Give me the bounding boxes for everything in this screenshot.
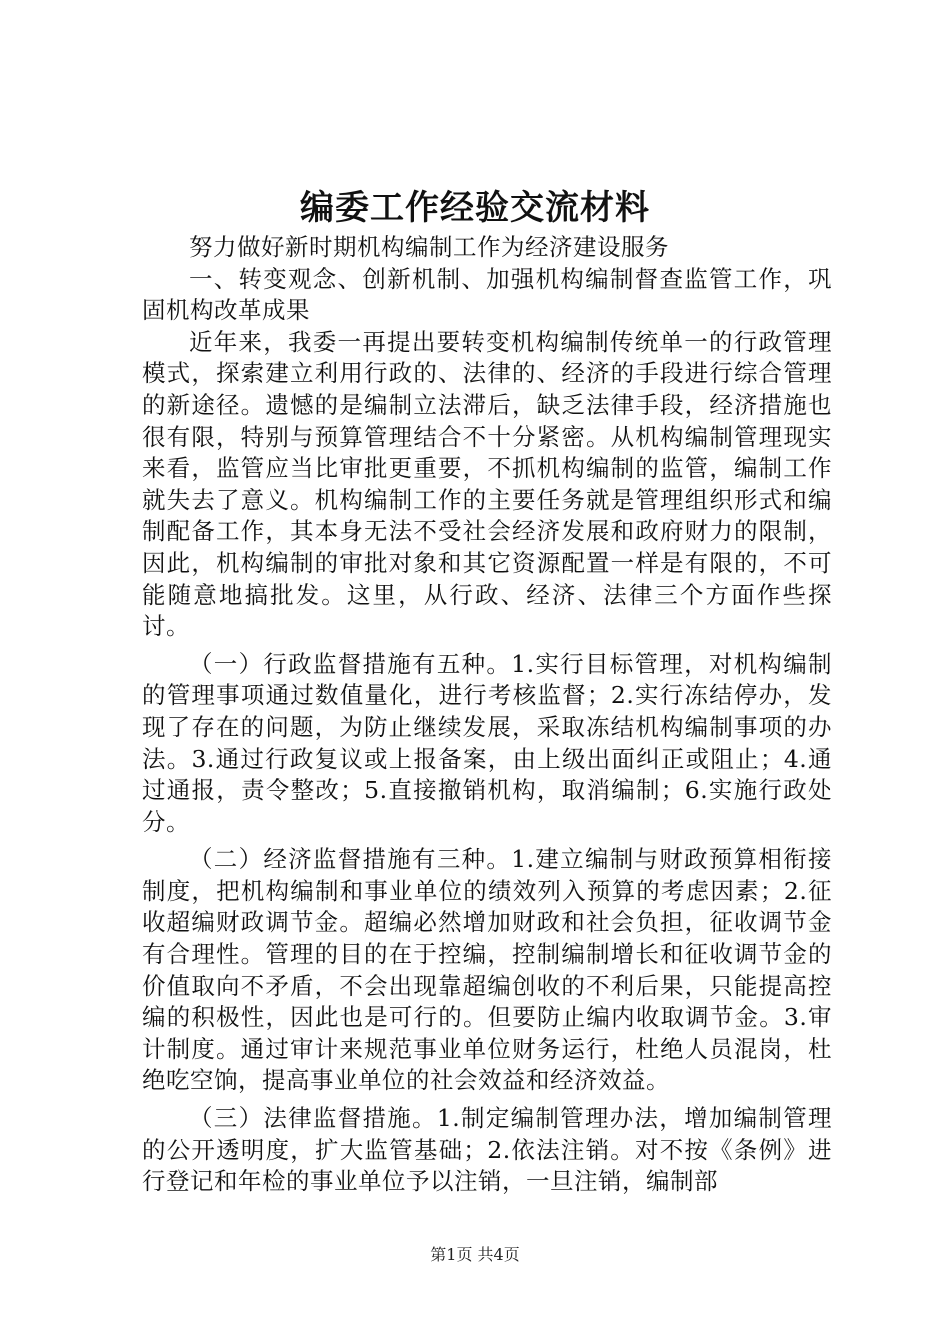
page-number-footer: 第1页 共4页 xyxy=(430,1245,520,1264)
intro-paragraph: 近年来，我委一再提出要转变机构编制传统单一的行政管理模式，探索建立利用行政的、法律的、经济的手段进行综合管理的新途径。遗憾的是编制立法滞后，缺乏法律手段，经济措施也很有限，特别与预算管理结合不十分紧密。从机构编制管理现实来看，监管应当比审批更重要，不抓机构编制的监管，编制工作就失去了意义。机构编制工作的主要任务就是管理组织形式和编制配备工作，其本身无法不受社会经济发展和政府财力的限制，因此，机构编制的审批对象和其它资源配置一样是有限的，不可能随意地搞批发。这里，从行政、经济、法律三个方面作些探讨。 xyxy=(142,327,832,641)
document-body xyxy=(142,232,832,1198)
section-heading-paragraph: 一、转变观念、创新机制、加强机构编制督查监管工作，巩固机构改革成果 xyxy=(142,264,832,325)
subtitle-paragraph: 努力做好新时期机构编制工作为经济建设服务 xyxy=(189,233,669,261)
administrative-measures-paragraph: （一）行政监督措施有五种。1.实行目标管理，对机构编制的管理事项通过数值量化，进行考核监督；2.实行冻结停办，发现了存在的问题，为防止继续发展，采取冻结机构编制事项的办法。3.通过行政复议或上报备案，由上级出面纠正或阻止；4.通过通报，责令整改；5.直接撤销机构，取消编制；6.实施行政处分。 xyxy=(142,649,832,836)
legal-measures-paragraph: （三）法律监督措施。1.制定编制管理办法，增加编制管理的公开透明度，扩大监管基础；2.依法注销。对不按《条例》进行登记和年检的事业单位予以注销，一旦注销，编制部 xyxy=(142,1104,832,1196)
economic-measures-paragraph: （二）经济监督措施有三种。1.建立编制与财政预算相衔接制度，把机构编制和事业单位的绩效列入预算的考虑因素；2.征收超编财政调节金。超编必然增加财政和社会负担，征收调节金有合理性。管理的目的在于控编，控制编制增长和征收调节金的价值取向不矛盾，不会出现靠超编创收的不利后果，只能提高控编的积极性，因此也是可行的。但要防止编内收取调节金。3.审计制度。通过审计来规范事业单位财务运行，杜绝人员混岗，杜绝吃空饷，提高事业单位的社会效益和经济效益。 xyxy=(142,845,832,1095)
document-title: 编委工作经验交流材料 xyxy=(300,188,650,228)
